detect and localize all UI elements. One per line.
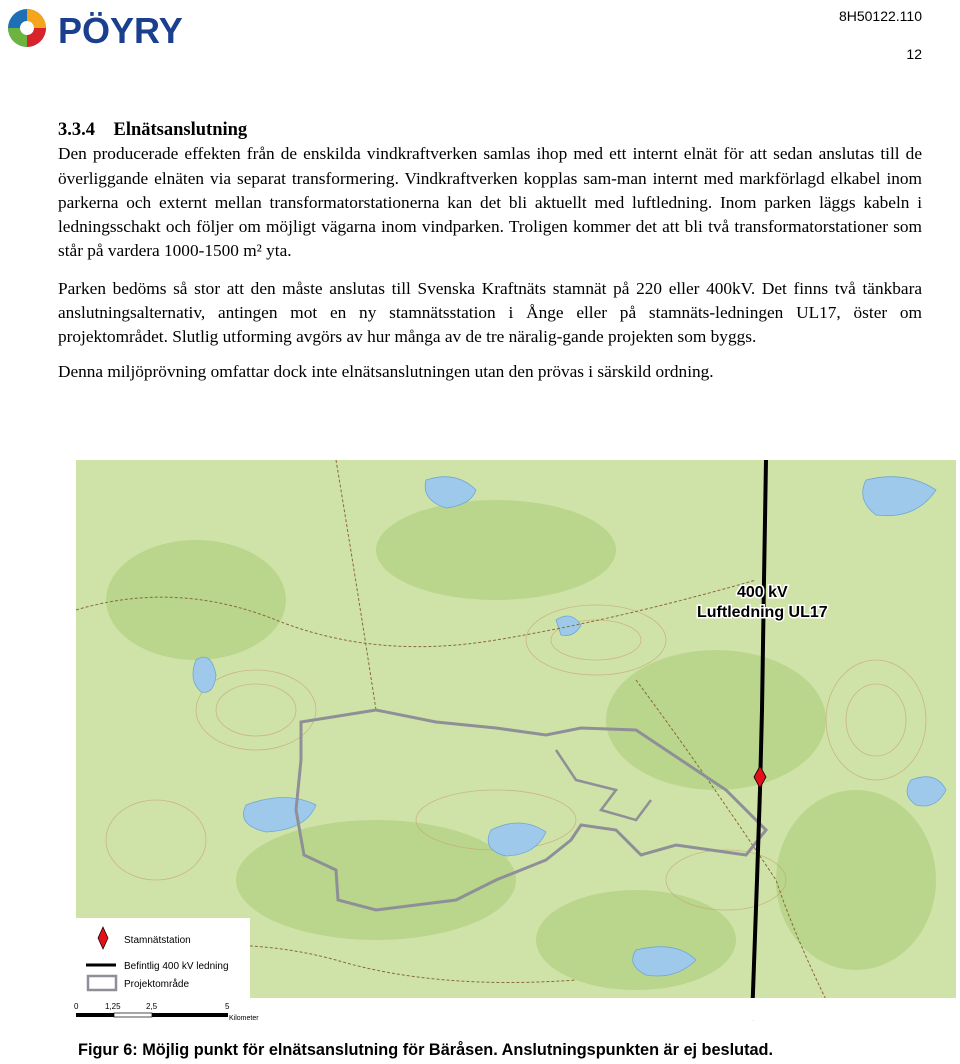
section-number: 3.3.4 xyxy=(58,120,95,140)
section-heading xyxy=(58,118,922,142)
section-title: Elnätsanslutning xyxy=(113,120,248,140)
paragraph-1: Den producerade effekten från de enskilda vindkraftverken samlas ihop med ett internt elnät för att sedan anslutas till de överliggande elnäten via separat transformering. Vindkraftverken kopplas sam-man internt med markförlagd elkabel inom parkerna och externt mellan transformatorstationerna kan det bli aktuellt med luftledning. Inom parken läggs kabeln i ledningsschakt och följer om möjligt vägarna inom vindparken. Troligen kommer det att bli två transformatorstationer som står på vardera 1000-1500 m² yta. xyxy=(58,144,922,261)
svg-text:5: 5 xyxy=(225,1002,230,1011)
main-content xyxy=(58,118,922,384)
figure-caption: Figur 6: Möjlig punkt för elnätsanslutning för Bäråsen. Anslutningspunkten är ej beslutad. xyxy=(78,1041,774,1059)
legend-station-label: Stamnätstation xyxy=(124,935,191,946)
map-figure xyxy=(76,460,956,1020)
svg-text:1,25: 1,25 xyxy=(105,1002,121,1011)
legend-line-label: Befintlig 400 kV ledning xyxy=(124,961,229,972)
page-number: 12 xyxy=(906,46,922,62)
svg-text:Kilometer: Kilometer xyxy=(229,1015,259,1022)
paragraph-2: Parken bedöms så stor att den måste anslutas till Svenska Kraftnäts stamnät på 220 eller 400kV. Det finns två tänkbara anslutningsalternativ, antingen mot en ny stamnätsstation i Ånge eller på stamnäts-ledningen UL17, öster om projektområdet. Slutlig utforming avgörs av hur många av de tre näralig-gande projekten som byggs. xyxy=(58,278,922,347)
legend-area-label: Projektområde xyxy=(124,979,190,990)
paragraph-3: Denna miljöprövning omfattar dock inte elnätsanslutningen utan den prövas i särskild ordning. xyxy=(58,361,714,381)
svg-text:400 kV: 400 kV xyxy=(737,584,788,601)
poyry-logo xyxy=(6,6,236,50)
map-legend xyxy=(76,918,250,998)
svg-text:2,5: 2,5 xyxy=(146,1002,158,1011)
svg-text:Luftledning UL17: Luftledning UL17 xyxy=(697,604,828,621)
document-number: 8H50122.110 xyxy=(838,8,922,24)
svg-text:0: 0 xyxy=(74,1002,79,1011)
svg-text:PÖYRY: PÖYRY xyxy=(58,10,183,51)
